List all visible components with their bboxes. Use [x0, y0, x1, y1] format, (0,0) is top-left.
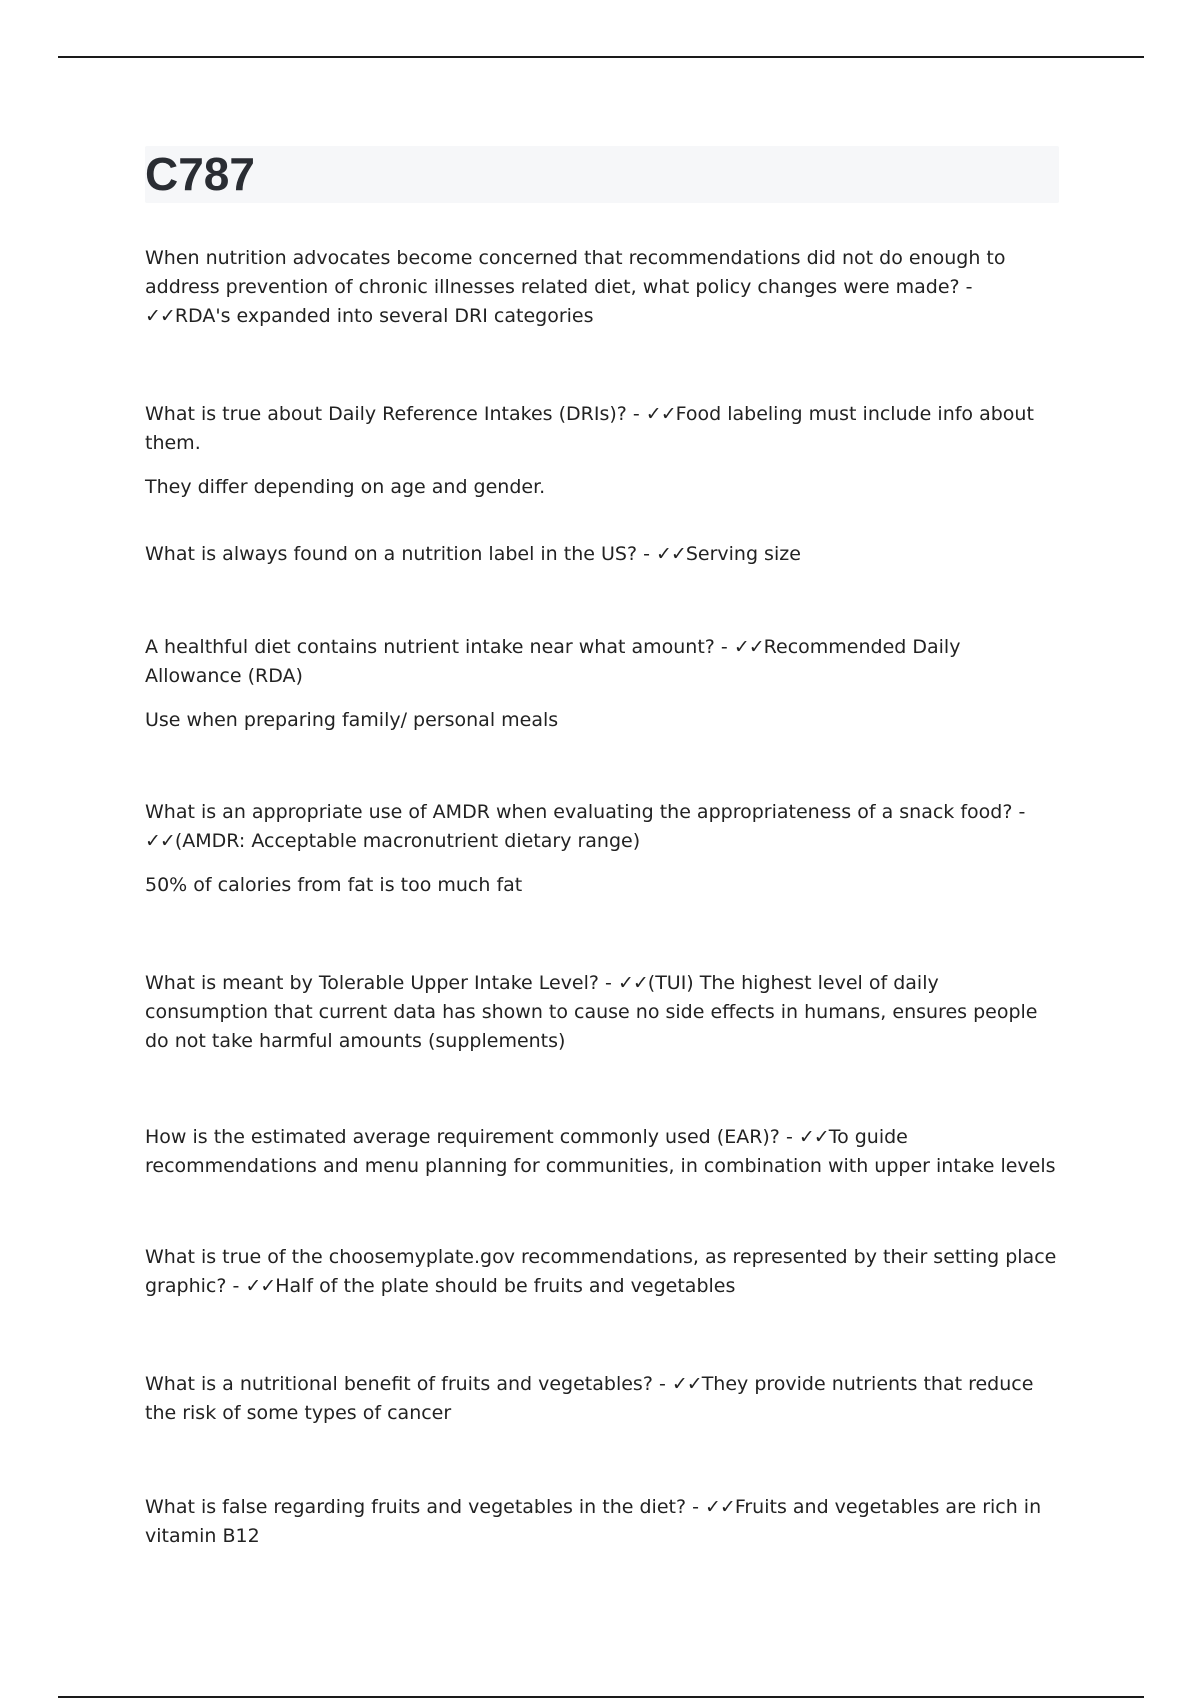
question-text: A healthful diet contains nutrient intake near what amount?: [145, 636, 715, 658]
answer-text: RDA's expanded into several DRI categories: [174, 305, 594, 327]
separator: -: [626, 403, 646, 425]
bottom-divider: [58, 1696, 1144, 1698]
answer-note: They differ depending on age and gender.: [145, 476, 546, 498]
question-text: What is always found on a nutrition label in the US?: [145, 543, 638, 565]
qa-item-2: [145, 400, 1060, 502]
separator: -: [226, 1275, 246, 1297]
separator: -: [1012, 801, 1026, 823]
answer-text: (TUI) The highest level of daily consumption that current data has shown to cause no side effects in humans, ensures people do not take harmful amounts (supplements): [145, 972, 1038, 1052]
qa-item-10: [145, 1493, 1060, 1551]
answer-text: Fruits and vegetables are rich in vitamin B12: [145, 1496, 1042, 1547]
answer-text: (AMDR: Acceptable macronutrient dietary range): [174, 830, 641, 852]
answer-note: 50% of calories from fat is too much fat: [145, 874, 523, 896]
separator: -: [652, 1373, 672, 1395]
question-text: How is the estimated average requirement commonly used (EAR)?: [145, 1126, 780, 1148]
qa-item-1: [145, 244, 1060, 331]
top-divider: [58, 56, 1144, 58]
check-icon: ✓✓: [145, 830, 175, 852]
question-text: What is false regarding fruits and vegetables in the diet?: [145, 1496, 687, 1518]
qa-item-4: [145, 633, 1060, 735]
check-icon: ✓✓: [245, 1275, 276, 1297]
title-block: [145, 146, 1059, 203]
check-icon: ✓✓: [645, 403, 676, 425]
answer-text: They provide nutrients that reduce the risk of some types of cancer: [145, 1373, 1034, 1424]
page-title: C787: [145, 148, 255, 200]
qa-item-8: [145, 1243, 1060, 1301]
separator: -: [959, 276, 973, 298]
check-icon: ✓✓: [617, 972, 648, 994]
question-text: When nutrition advocates become concerned that recommendations did not do enough to address prevention of chronic illnesses related diet, what policy changes were made?: [145, 247, 1006, 298]
check-icon: ✓✓: [798, 1126, 829, 1148]
question-text: What is an appropriate use of AMDR when evaluating the appropriateness of a snack food?: [145, 801, 1013, 823]
separator: -: [599, 972, 618, 994]
question-text: What is a nutritional benefit of fruits and vegetables?: [145, 1373, 653, 1395]
answer-text: Half of the plate should be fruits and vegetables: [275, 1275, 736, 1297]
answer-text: To guide recommendations and menu planning for communities, in combination with upper intake levels: [145, 1126, 1056, 1177]
check-icon: ✓✓: [671, 1373, 702, 1395]
qa-item-6: [145, 969, 1060, 1056]
separator: -: [779, 1126, 799, 1148]
answer-text: Recommended Daily Allowance (RDA): [145, 636, 961, 687]
answer-text: Serving size: [685, 543, 801, 565]
separator: -: [714, 636, 734, 658]
answer-note: Use when preparing family/ personal meals: [145, 709, 559, 731]
question-text: What is true of the choosemyplate.gov recommendations, as represented by their setting place graphic?: [145, 1246, 1057, 1297]
question-text: What is meant by Tolerable Upper Intake Level?: [145, 972, 599, 994]
separator: -: [637, 543, 656, 565]
qa-item-9: [145, 1370, 1060, 1428]
question-text: What is true about Daily Reference Intakes (DRIs)?: [145, 403, 627, 425]
qa-item-3: [145, 540, 1060, 569]
qa-item-5: [145, 798, 1060, 900]
answer-text: Food labeling must include info about them.: [145, 403, 1034, 454]
check-icon: ✓✓: [655, 543, 686, 565]
check-icon: ✓✓: [145, 305, 175, 327]
separator: -: [686, 1496, 705, 1518]
check-icon: ✓✓: [704, 1496, 735, 1518]
qa-item-7: [145, 1123, 1060, 1181]
check-icon: ✓✓: [733, 636, 764, 658]
